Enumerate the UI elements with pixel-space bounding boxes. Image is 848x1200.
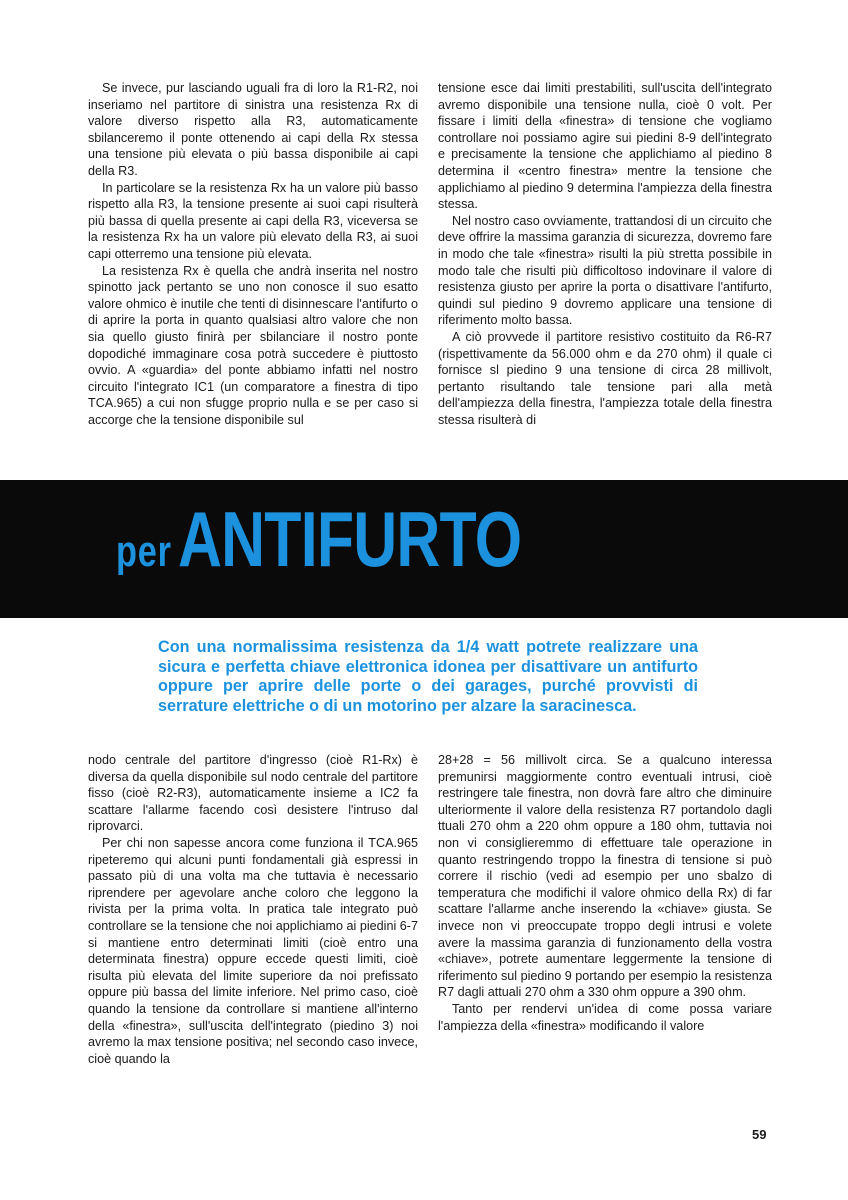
title-banner xyxy=(0,480,848,618)
paragraph: nodo centrale del partitore d'ingresso (cioè R1-Rx) è diversa da quella disponibile sul nodo centrale del partitore fisso (cioè R2-R3), automaticamente insieme a IC2 fa scattare l'allarme facendo così desistere l'intruso dal riprovarci. xyxy=(88,753,418,834)
paragraph: A ciò provvede il partitore resistivo costituito da R6-R7 (rispettivamente da 56.000 ohm e da 270 ohm) il quale ci fornisce sl piedino 9 una tensione di circa 28 millivolt, pertanto risultando tale tensione pari alla metà dell'ampiezza della finestra, l'ampiezza totale della finestra stessa risulterà di xyxy=(438,329,772,427)
paragraph: Se invece, pur lasciando uguali fra di loro la R1-R2, noi inseriamo nel partitore di sinistra una resistenza Rx di valore diverso rispetto alla R3, automaticamente sbilanceremo il ponte ottenendo ai capi della Rx stessa una tensione più elevata o più bassa disponibile ai capi della R3. xyxy=(88,81,418,178)
headline xyxy=(116,495,522,583)
page-number: 59 xyxy=(752,1127,767,1142)
paragraph: Per chi non sapesse ancora come funziona il TCA.965 ripeteremo qui alcuni punti fondamentali già espressi in passato più di una volta ma che tuttavia è necessario riprendere per agevolare anche coloro che leggono la rivista per la prima volta. In pratica tale integrato può controllare se la tensione che noi applichiamo ai piedini 6-7 si mantiene entro determinati limiti (cioè entro una determinata finestra) oppure eccede questi limiti, cioè risulta più elevata del limite superiore da noi prefissato oppure più bassa del limite inferiore. Nel primo caso, cioè quando la tensione da controllare si mantiene all'interno della «finestra», sull'uscita dell'integrato (piedino 3) noi avremo la max tensione positiva; nel secondo caso invece, cioè quando la xyxy=(88,835,418,1066)
paragraph: tensione esce dai limiti prestabiliti, sull'uscita dell'integrato avremo disponibile una tensione nulla, cioè 0 volt. Per fissare i limiti della «finestra» di tensione che vogliamo controllare noi possiamo agire sui piedini 8-9 dell'integrato e precisamente la tensione che applichiamo al piedino 8 determina il «centro finestra» mentre la tensione che applichiamo al piedino 9 determina l'ampiezza della finestra stessa. xyxy=(438,81,772,212)
paragraph: Nel nostro caso ovviamente, trattandosi di un circuito che deve offrire la massima garanzia di sicurezza, dovremo fare in modo che tale «finestra» risulti la più stretta possibile in modo tale che risulti più difficoltoso indovinare il valore di resistenza giusto per aprire la porta o disattivare l'antifurto, quindi sul piedino 9 dovremo applicare una tensione di riferimento molto bassa. xyxy=(438,213,772,328)
article-column-bottom-left xyxy=(88,752,418,1067)
paragraph: Tanto per rendervi un'idea di come possa variare l'ampiezza della «finestra» modificando il valore xyxy=(438,1001,772,1033)
article-column-top-right xyxy=(438,80,772,428)
headline-prefix: per xyxy=(116,527,172,576)
paragraph: In particolare se la resistenza Rx ha un valore più basso rispetto alla R3, la tensione presente ai suoi capi risulterà più bassa di quella presente ai capi della R3, viceversa se la resistenza Rx ha un valore più elevato della R3, ai suoi capi otterremo una tensione più elevata. xyxy=(88,180,418,261)
paragraph: 28+28 = 56 millivolt circa. Se a qualcuno interessa premunirsi maggiormente contro eventuali intrusi, cioè restringere tale finestra, non dovrà fare altro che diminuire ulteriormente il valore della resistenza R7 portandolo dagli ttuali 270 ohm a 220 ohm oppure a 180 ohm, tuttavia noi non vi consiglieremmo di effettuare tale operazione in quanto restringendo troppo la finestra di tensione si può correre il rischio (vedi ad esempio per uno sbalzo di temperatura che modifichi il valore ohmico della Rx) di far scattare l'allarme anche inserendo la «chiave» giusta. Se invece non vi preoccupate troppo degli intrusi e volete avere la massima garanzia di funzionamento della vostra «chiave», potrete aumentare leggermente la tensione di riferimento sul piedino 9 portando per esempio la resistenza R7 dagli attuali 270 ohm a 330 ohm oppure a 390 ohm. xyxy=(438,753,772,1000)
article-column-bottom-right xyxy=(438,752,772,1034)
headline-main: ANTIFURTO xyxy=(177,495,522,583)
paragraph: La resistenza Rx è quella che andrà inserita nel nostro spinotto jack pertanto se uno non conosce il suo esatto valore ohmico è inutile che tenti di disinnescare l'antifurto o di aprire la porta in quanto qualsiasi altro valore che non sia quello giusto finirà per sbilanciare il nostro ponte dopodiché immaginare cosa potrà succedere è piuttosto ovvio. A «guardia» del ponte abbiamo infatti nel nostro circuito l'integrato IC1 (un comparatore a finestra di tipo TCA.965) a cui non sfugge proprio nulla e se per caso si accorge che la tensione disponibile sul xyxy=(88,263,418,427)
article-column-top-left xyxy=(88,80,418,428)
subtitle: Con una normalissima resistenza da 1/4 watt potrete realizzare una sicura e perfetta chiave elettronica idonea per disattivare un antifurto oppure per aprire delle porte o dei garages, purché provvisti di serrature elettriche o di un motorino per alzare la saracinesca. xyxy=(158,638,698,715)
